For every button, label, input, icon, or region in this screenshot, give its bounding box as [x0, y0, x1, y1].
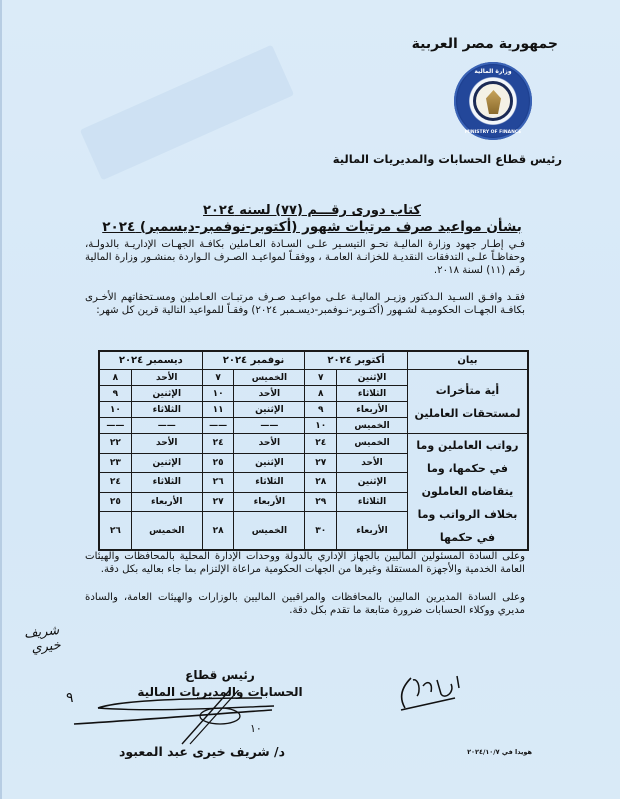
cell-oct-date: ٧: [305, 370, 337, 386]
redaction-smudge: [80, 45, 294, 181]
cell-oct-date: ٢٧: [305, 453, 337, 473]
cell-oct-date: ٨: [305, 386, 337, 402]
ministry-seal-icon: [454, 62, 532, 140]
approval-signature-icon: [397, 670, 467, 716]
cell-oct-day: الأربعاء: [337, 512, 408, 550]
section-salaries-label: رواتب العاملين وما في حكمها، وما يتقاضاه العاملون بخلاف الرواتب وما في حكمها: [407, 434, 528, 551]
eagle-icon: [486, 90, 501, 114]
cell-nov-date: ٢٥: [202, 453, 234, 473]
cell-nov-day: الخميس: [234, 512, 305, 550]
cell-nov-day: الإثنين: [234, 453, 305, 473]
cell-dec-date: ٢٤: [99, 473, 131, 493]
cell-oct-day: الإثنين: [337, 370, 408, 386]
cell-dec-date: ٢٢: [99, 434, 131, 454]
salary-schedule-table: [98, 350, 529, 551]
signature-number-left: ٩: [66, 690, 74, 706]
cell-oct-date: ٢٩: [305, 492, 337, 512]
cell-oct-date: ١٠: [305, 418, 337, 434]
cell-nov-day: الثلاثاء: [234, 473, 305, 493]
cell-nov-day: الأحد: [234, 386, 305, 402]
section-arrears-label: أية متأخرات لمستحقات العاملين: [407, 370, 528, 434]
sector-heading: رئيس قطاع الحسابات والمديريات المالية: [332, 152, 562, 166]
cell-dec-date: ٢٥: [99, 492, 131, 512]
cell-dec-date: ٢٣: [99, 453, 131, 473]
cell-oct-date: ٢٤: [305, 434, 337, 454]
cell-nov-date: ٧: [202, 370, 234, 386]
cell-oct-day: الخميس: [337, 434, 408, 454]
cell-dec-day: الثلاثاء: [131, 402, 202, 418]
cell-dec-date: ٨: [99, 370, 131, 386]
cell-oct-date: ٣٠: [305, 512, 337, 550]
cell-nov-day: الإثنين: [234, 402, 305, 418]
seal-ring-text-bottom: MINISTRY OF FINANCE: [464, 130, 522, 135]
cell-nov-date: ٢٧: [202, 492, 234, 512]
cell-nov-date: ٢٤: [202, 434, 234, 454]
header-december: ديسمبر ٢٠٢٤: [99, 351, 202, 370]
paragraph-approval: فقـد وافـق السـيد الـدكتور وزيـر الماليـة علـى مواعيـد صـرف مرتبـات العـاملين ومسـتحقاتهم الأخـرى بكافـة الجهـات الحكوميـة لشـهور (أكتـوبر-نـوفمبر-ديسـمبر ٢٠٢٤) وفقـاً للمواعيد التالية قرين كل شهر:: [85, 292, 525, 316]
cell-nov-date: ١٠: [202, 386, 234, 402]
cell-oct-day: الأحد: [337, 453, 408, 473]
cell-nov-date: ——: [202, 418, 234, 434]
country-heading: جمهورية مصر العربية: [411, 36, 558, 52]
seal-center: [473, 81, 513, 121]
cell-oct-day: الخميس: [337, 418, 408, 434]
cell-oct-day: الأربعاء: [337, 402, 408, 418]
paragraph-financial-officers: وعلى السادة المسئولين الماليين بالجهاز الإداري بالدولة ووحدات الإدارة المحلية بالمحافظات والهيئات العامة الخدمية والأجهزة المستقلة وغيرها من الجهات الحكومية مراعاة الإلتزام بما جاء بعاليه بكل دقة.: [85, 551, 525, 575]
paragraph-intro: فـي إطـار جهود وزارة الماليـة نحـو التيسـير علـى السـادة العـاملين بكافـة الجهـات الإداريـة بالدولـة، وحفاظـاً علـى التدفقات النقديـة للخزانـة العامـة ، ووفقـاً لمواعيـد الصـرف الـواردة بمنشـور وزارة المالية رقم (١١) لسنة ٢٠١٨.: [85, 239, 525, 276]
document-subject: بشأن مواعيد صرف مرتبات شهور (أكتوبر-نوفمبر-ديسمبر) ٢٠٢٤: [102, 219, 522, 235]
cell-nov-day: ——: [234, 418, 305, 434]
paragraph-directors: وعلى السادة المديرين الماليين بالمحافظات والمراقبين الماليين بالوزارات والهيئات العامة، والسادة مديري ووكلاء الحسابات ضرورة متابعة ما تقدم بكل دقة.: [85, 592, 525, 616]
table-row: [99, 434, 528, 454]
cell-dec-day: الأحد: [131, 434, 202, 454]
cell-dec-day: الخميس: [131, 512, 202, 550]
cell-dec-day: الإثنين: [131, 386, 202, 402]
cell-dec-day: الإثنين: [131, 453, 202, 473]
cell-oct-day: الإثنين: [337, 473, 408, 493]
cell-dec-day: الأربعاء: [131, 492, 202, 512]
cell-oct-day: الثلاثاء: [337, 492, 408, 512]
signature-icon: [62, 690, 322, 750]
cell-nov-date: ٢٦: [202, 473, 234, 493]
document-title: كتاب دورى رقـــم (٧٧) لسنه ٢٠٢٤: [203, 203, 421, 218]
header-november: نوفمبر ٢٠٢٤: [202, 351, 305, 370]
cell-dec-day: ——: [131, 418, 202, 434]
cell-nov-date: ٢٨: [202, 512, 234, 550]
handwritten-initials: شريف خيري: [23, 623, 62, 656]
cell-oct-date: ٢٨: [305, 473, 337, 493]
header-item: بيان: [407, 351, 528, 370]
cell-nov-day: الخميس: [234, 370, 305, 386]
table-row: [99, 370, 528, 386]
cell-dec-date: ٩: [99, 386, 131, 402]
cell-nov-day: الأحد: [234, 434, 305, 454]
cell-oct-date: ٩: [305, 402, 337, 418]
signer-title-line2: الحسابات والمديريات المالية: [137, 685, 303, 699]
date-stamp: هويدا في ٢٠٢٤/١٠/٧: [467, 748, 532, 756]
cell-nov-day: الأربعاء: [234, 492, 305, 512]
cell-dec-date: ٢٦: [99, 512, 131, 550]
cell-dec-date: ١٠: [99, 402, 131, 418]
signature-number-right: ١٠: [250, 722, 262, 735]
header-october: أكتوبر ٢٠٢٤: [305, 351, 408, 370]
seal-ring-text-top: وزارة المالية: [474, 68, 512, 75]
cell-dec-day: الأحد: [131, 370, 202, 386]
signer-title-line1: رئيس قطاع: [185, 668, 255, 682]
cell-dec-day: الثلاثاء: [131, 473, 202, 493]
cell-nov-date: ١١: [202, 402, 234, 418]
cell-oct-day: الثلاثاء: [337, 386, 408, 402]
table-header-row: [99, 351, 528, 370]
cell-dec-date: ——: [99, 418, 131, 434]
signer-name: د/ شريف خيرى عبد المعبود: [118, 744, 285, 759]
